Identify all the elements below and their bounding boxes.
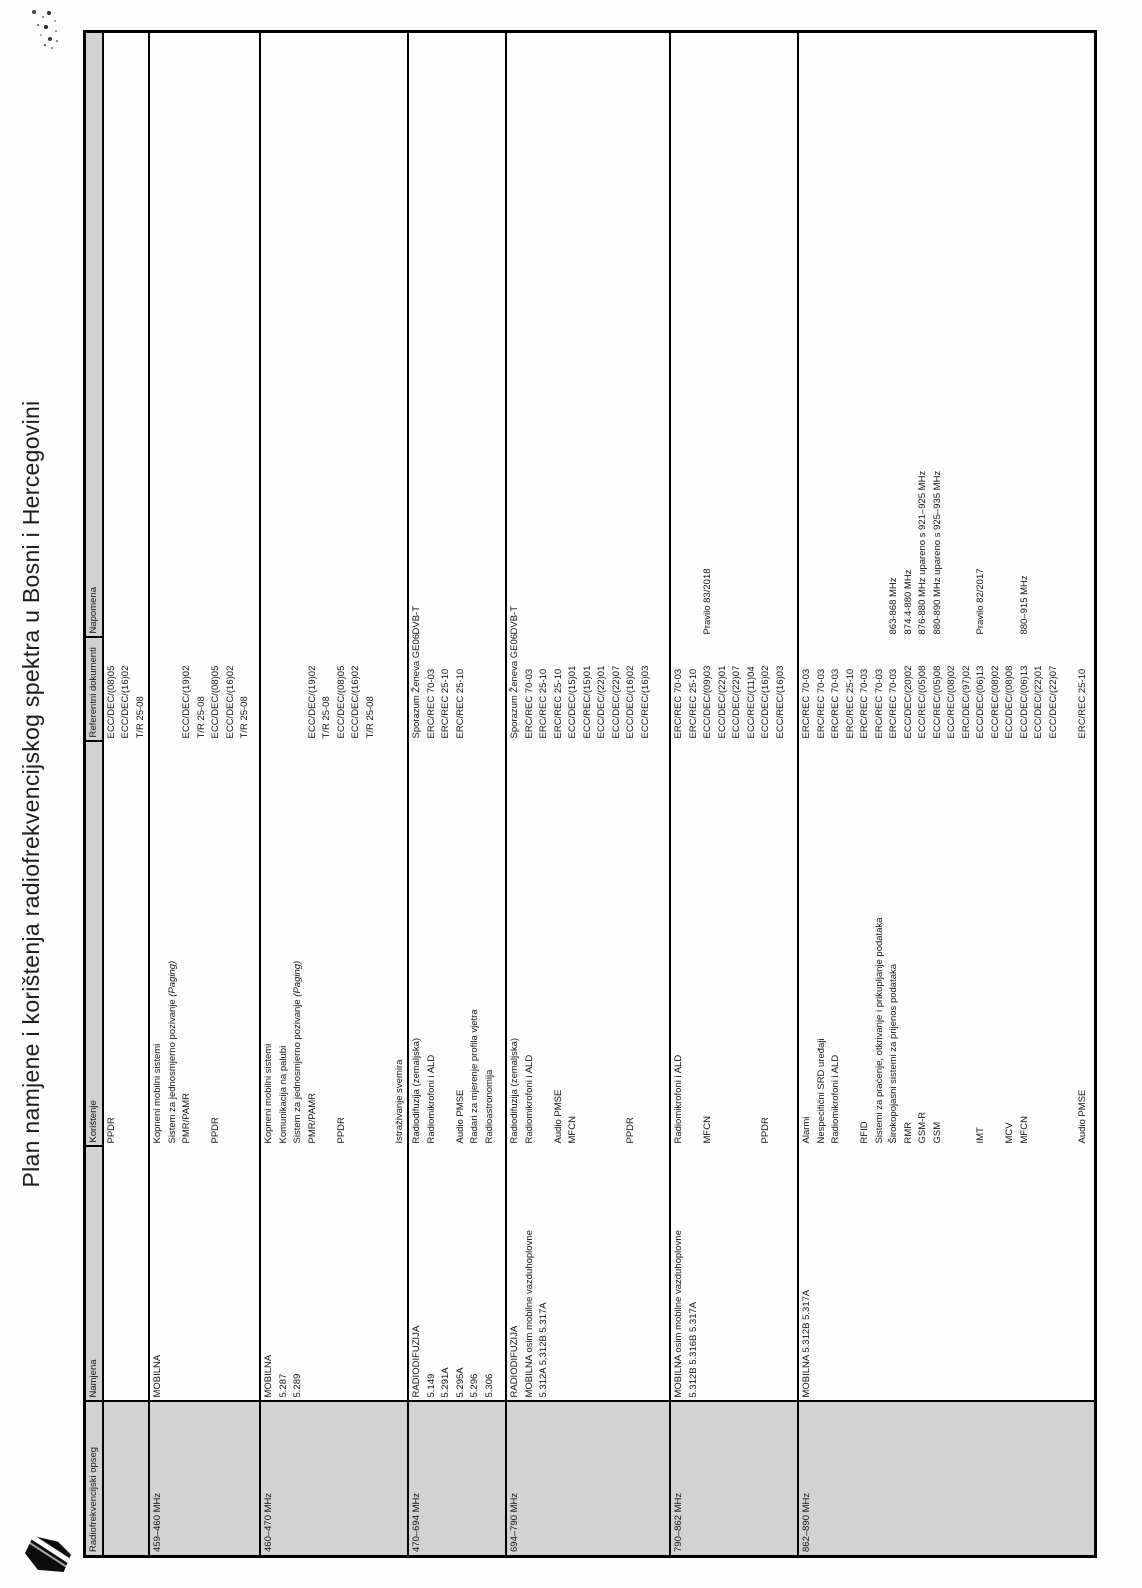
reference-line: ECC/DEC/(16)02	[350, 665, 361, 739]
allocation-line: 5.312B 5.316B 5.317A	[687, 1301, 699, 1398]
usage-line	[1047, 742, 1062, 1144]
allocation-line: MOBILNA	[152, 1354, 163, 1398]
usage-line: MFCN	[1018, 1116, 1030, 1144]
band-range-label	[105, 1403, 120, 1553]
reference-line: ERC/REC 70-03	[523, 668, 535, 739]
reference-line	[393, 638, 408, 739]
reference-line: ECC/DEC/(06)13	[975, 665, 986, 739]
band-row	[260, 32, 408, 1557]
usage-line	[595, 742, 610, 1144]
usage-cell	[506, 742, 670, 1147]
note-line	[224, 33, 239, 635]
note-line	[277, 33, 292, 635]
usage-line	[639, 742, 654, 1144]
note-cell	[149, 32, 260, 638]
allocation-line: MOBILNA	[263, 1354, 274, 1398]
usage-line	[134, 742, 149, 1144]
allocation-cell	[506, 1147, 670, 1402]
reference-line	[378, 638, 393, 739]
reference-line: ECC/REC/(05)08	[931, 665, 943, 739]
note-line	[873, 33, 888, 635]
reference-line: ERC/REC 70-03	[859, 668, 870, 739]
allocation-cell	[103, 1147, 150, 1402]
reference-documents-cell	[149, 638, 260, 742]
reference-line: ERC/REC 70-03	[801, 668, 812, 739]
band-range-label: 459–460 MHz	[152, 1492, 163, 1552]
note-line	[610, 33, 625, 635]
reference-line: ECC/DEC/(22)07	[1047, 665, 1059, 739]
allocation-cell	[408, 1147, 506, 1402]
reference-line: T/R 25-08	[195, 696, 207, 739]
note-line	[745, 33, 760, 635]
reference-line: ERC/DEC/(97)02	[960, 665, 972, 739]
allocation-line: 5.149	[425, 1373, 437, 1398]
reference-line	[483, 638, 498, 739]
reference-line: ERC/REC 25-10	[844, 668, 856, 739]
note-line	[393, 33, 408, 635]
note-line	[945, 33, 960, 635]
band-range-cell	[506, 1402, 670, 1557]
note-cell	[506, 32, 670, 638]
band-row	[506, 32, 670, 1557]
note-line	[1003, 33, 1018, 635]
usage-line: Audio PMSE	[454, 1089, 466, 1144]
usage-line: GSM-R	[917, 1111, 928, 1144]
usage-line	[730, 742, 745, 1144]
reference-line: ECC/DEC/(19)02	[181, 665, 192, 739]
band-range-label: 460–470 MHz	[263, 1492, 274, 1552]
usage-line: GSM	[931, 1121, 943, 1144]
usage-line: Kopneni mobilni sistemi	[152, 1043, 163, 1144]
note-line	[537, 33, 552, 635]
usage-cell	[798, 742, 1096, 1147]
document-title: Plan namjene i korištenja radiofrekvencijskog spektra u Bosni i Hercegovini	[18, 400, 44, 1188]
allocation-line: 5.296	[469, 1373, 480, 1398]
note-line	[134, 33, 149, 635]
note-line	[960, 33, 975, 635]
band-row	[408, 32, 506, 1557]
reference-line: ECC/DEC/(16)02	[760, 665, 771, 739]
spectrum-allocation-table	[83, 30, 1097, 1558]
note-line	[166, 33, 181, 635]
usage-line: Sistem za jednosmjerno pozivanje (Paging)	[292, 960, 303, 1144]
note-line	[581, 33, 596, 635]
reference-line	[277, 638, 292, 739]
note-line	[800, 33, 815, 635]
allocation-line: 5.289	[292, 1373, 303, 1398]
note-line	[844, 33, 859, 635]
note-line	[858, 33, 873, 635]
band-range-cell	[408, 1402, 506, 1557]
band-row	[670, 32, 798, 1557]
usage-line: Komunikacija na palubi	[277, 1045, 289, 1144]
usage-line: Istraživanje svemira	[393, 1059, 405, 1144]
note-line: 880–915 MHz	[1018, 575, 1030, 635]
reference-line: ERC/REC 25-10	[454, 668, 466, 739]
band-range-label: 862–890 MHz	[801, 1492, 812, 1552]
reference-line: ECC/REC/(08)02	[989, 665, 1001, 739]
reference-documents-cell	[260, 638, 408, 742]
usage-line	[687, 742, 702, 1144]
usage-line: Audio PMSE	[1076, 1089, 1088, 1144]
note-line	[439, 33, 454, 635]
note-line	[759, 33, 774, 635]
column-header: Referentni dokumenti	[85, 638, 103, 742]
usage-line: PPDR	[335, 1117, 347, 1144]
reference-line: ERC/REC 70-03	[425, 668, 437, 739]
usage-cell	[103, 742, 150, 1147]
reference-line: ECC/REC/(16)03	[639, 665, 651, 739]
reference-line: ECC/DEC/(22)01	[1033, 665, 1044, 739]
allocation-line: RADIODIFUZIJA	[411, 1325, 422, 1398]
note-line	[639, 33, 654, 635]
note-line	[105, 33, 120, 635]
note-cell	[260, 32, 408, 638]
reference-line: ECC/DEC/(06)13	[1018, 665, 1030, 739]
reference-line: T/R 25-08	[134, 696, 146, 739]
note-line	[624, 33, 639, 635]
usage-line	[960, 742, 975, 1144]
allocation-cell	[149, 1147, 260, 1402]
usage-line	[716, 742, 731, 1144]
usage-line	[945, 742, 960, 1144]
note-line	[364, 33, 379, 635]
usage-line: Radiomikrofoni i ALD	[673, 1054, 684, 1144]
usage-line	[581, 742, 596, 1144]
reference-line	[1061, 638, 1076, 739]
usage-line	[745, 742, 760, 1144]
note-line	[672, 33, 687, 635]
note-line	[320, 33, 335, 635]
reference-line: ERC/REC 25-10	[538, 668, 549, 739]
usage-line: MCV	[1004, 1122, 1015, 1144]
usage-line: Nespecifični SRD uređaji	[815, 1038, 827, 1144]
note-line	[730, 33, 745, 635]
band-range-cell	[260, 1402, 408, 1557]
reference-line: ERC/REC 70-03	[815, 668, 827, 739]
usage-line	[844, 742, 859, 1144]
allocation-line: 5.291A	[440, 1367, 451, 1398]
usage-line	[989, 742, 1004, 1144]
note-line	[1047, 33, 1062, 635]
note-line: Pravilo 83/2018	[702, 568, 713, 635]
column-header: Radiofrekvencijski opseg	[85, 1402, 103, 1557]
column-header: Namjena	[85, 1147, 103, 1402]
note-cell	[798, 32, 1096, 638]
usage-line	[537, 742, 552, 1144]
allocation-cell	[260, 1147, 408, 1402]
note-line	[151, 33, 166, 635]
band-row	[798, 32, 1096, 1557]
usage-line	[119, 742, 134, 1144]
band-range-label: 694–790 MHz	[509, 1492, 520, 1552]
note-line: 880-890 MHz upareno s 925–935 MHz	[931, 470, 943, 635]
band-range-label: 790–862 MHz	[673, 1492, 684, 1552]
usage-line: Radiomikrofoni i ALD	[425, 1054, 437, 1144]
reference-line	[291, 638, 306, 739]
reference-line: ECC/DEC/(19)02	[306, 665, 318, 739]
note-line	[687, 33, 702, 635]
allocation-cell	[670, 1147, 798, 1402]
reference-line: ERC/REC 70-03	[673, 668, 684, 739]
note-line	[552, 33, 567, 635]
reference-line: ECC/DEC/(22)07	[610, 665, 622, 739]
reference-documents-cell	[103, 638, 150, 742]
note-cell	[408, 32, 506, 638]
note-line	[774, 33, 789, 635]
allocation-line: 5.295A	[454, 1367, 466, 1398]
note-line: 876-880 MHz upareno s 921–925 MHz	[917, 470, 928, 635]
usage-line: Audio PMSE	[552, 1089, 564, 1144]
band-row	[149, 32, 260, 1557]
note-line	[180, 33, 195, 635]
usage-line: RMR	[902, 1121, 914, 1144]
note-line	[425, 33, 440, 635]
band-range-label: 470–694 MHz	[411, 1492, 422, 1552]
allocation-cell	[798, 1147, 1096, 1402]
usage-line	[364, 742, 379, 1144]
reference-line: ERC/REC 70-03	[830, 668, 841, 739]
reference-line: ERC/REC 25-10	[687, 668, 699, 739]
scan-speckle-artifact	[30, 8, 70, 52]
reference-line: ECC/DEC/(08)08	[1004, 665, 1015, 739]
band-range-cell	[670, 1402, 798, 1557]
note-line	[1076, 33, 1091, 635]
usage-line: RFID	[859, 1121, 870, 1144]
reference-line: ECC/DEC/(09)03	[702, 665, 713, 739]
note-cell	[103, 32, 150, 638]
usage-line	[610, 742, 625, 1144]
allocation-line: 5.312A 5.312B 5.317A	[538, 1302, 549, 1398]
reference-line: ECC/DEC/(16)02	[120, 665, 131, 739]
reference-line: ECC/DEC/(22)01	[716, 665, 728, 739]
reference-line	[468, 638, 483, 739]
usage-line	[195, 742, 210, 1144]
note-line: Pravilo 82/2017	[975, 568, 986, 635]
allocation-line: RADIODIFUZIJA	[509, 1325, 520, 1398]
note-line	[989, 33, 1004, 635]
band-range-cell	[103, 1402, 150, 1557]
note-line	[195, 33, 210, 635]
usage-line: PPDR	[210, 1117, 221, 1144]
reference-line: ECC/DEC/(16)02	[625, 665, 636, 739]
allocation-line: MOBILNA osim mobilne vazduhoplovne	[673, 1230, 684, 1398]
reference-line: Sporazum Ženeva GE06	[509, 633, 520, 739]
note-line	[483, 33, 498, 635]
reference-line: ERC/REC 25-10	[440, 668, 451, 739]
note-line	[468, 33, 483, 635]
speckle-dots-icon	[32, 10, 36, 14]
note-line	[1061, 33, 1076, 635]
usage-line: Sistemi za praćenje, otkrivanje i prikupljanje podataka	[873, 917, 885, 1144]
note-line	[454, 33, 469, 635]
note-line	[238, 33, 253, 635]
reference-line: Sporazum Ženeva GE06	[411, 633, 422, 739]
reference-line	[166, 638, 181, 739]
usage-line: MFCN	[567, 1116, 578, 1144]
note-line	[291, 33, 306, 635]
allocation-line: 5.306	[483, 1373, 495, 1398]
usage-cell	[260, 742, 408, 1147]
reference-documents-cell	[506, 633, 670, 742]
band-range-cell	[798, 1402, 1096, 1557]
allocation-line: 5.287	[277, 1373, 289, 1398]
note-line	[335, 33, 350, 635]
column-header: Napomena	[85, 32, 103, 638]
note-line	[262, 33, 277, 635]
usage-line: PPDR	[105, 1117, 117, 1144]
usage-line: Radari za mjerenje profila vjetra	[469, 1009, 480, 1144]
usage-line: Kopneni mobilni sistemi	[263, 1043, 274, 1144]
reference-documents-cell	[670, 638, 798, 742]
note-line: DVB-T	[509, 606, 520, 635]
reference-line: ECC/DEC/(08)05	[210, 665, 221, 739]
column-header: Korištenje	[85, 742, 103, 1147]
usage-line: PPDR	[625, 1117, 636, 1144]
reference-line	[151, 638, 166, 739]
reference-documents-cell	[408, 633, 506, 742]
reference-line: ECC/REC/(15)01	[581, 665, 593, 739]
note-line	[209, 33, 224, 635]
usage-line: IMT	[975, 1127, 986, 1144]
reference-line: ERC/REC 70-03	[888, 668, 899, 739]
reference-line	[262, 638, 277, 739]
usage-line: Radioastronomija	[483, 1069, 495, 1144]
note-line	[1032, 33, 1047, 635]
note-line	[716, 33, 731, 635]
reference-line: ECC/REC/(08)02	[946, 665, 957, 739]
note-line	[566, 33, 581, 635]
usage-line: MFCN	[702, 1116, 713, 1144]
usage-line: Širokopojasni sistemi za prijenos podataka	[888, 963, 899, 1144]
note-line: DVB-T	[411, 606, 422, 635]
reference-line: ECC/DEC/(22)01	[596, 665, 607, 739]
usage-line: Radiomikrofoni i ALD	[523, 1054, 535, 1144]
reference-line: ERC/REC 25-10	[552, 668, 564, 739]
usage-cell	[408, 742, 506, 1147]
reference-documents-cell	[798, 638, 1096, 742]
usage-line	[378, 742, 393, 1144]
reference-line: ERC/REC 25-10	[1076, 668, 1088, 739]
usage-line: Sistem za jednosmjerno pozivanje (Paging)	[166, 960, 178, 1144]
usage-line: Radiodifuzija (zemaljska)	[411, 1037, 422, 1144]
reference-line: ECC/DEC/(20)02	[902, 665, 914, 739]
reference-line: ECC/DEC/(08)05	[105, 665, 117, 739]
note-line: 874.4-880 MHz	[902, 569, 914, 635]
reference-line: T/R 25-08	[364, 696, 376, 739]
usage-line: PPDR	[760, 1117, 771, 1144]
usage-line: PMR/PAMR	[181, 1093, 192, 1144]
note-line	[306, 33, 321, 635]
reference-line: T/R 25-08	[321, 696, 332, 739]
usage-line: Radiomikrofoni i ALD	[830, 1054, 841, 1144]
usage-cell	[149, 742, 260, 1147]
reference-line: ECC/DEC/(15)01	[567, 665, 578, 739]
band-range-cell	[149, 1402, 260, 1557]
reference-line: ECC/REC/(05)08	[917, 665, 928, 739]
reference-line: T/R 25-08	[239, 696, 250, 739]
note-line	[815, 33, 830, 635]
note-line	[349, 33, 364, 635]
note-line	[378, 33, 393, 635]
allocation-line: MOBILNA 5.312B 5.317A	[801, 1289, 812, 1398]
usage-line	[349, 742, 364, 1144]
reference-line: ECC/DEC/(16)02	[224, 665, 236, 739]
usage-line	[439, 742, 454, 1144]
usage-line: Alarmi	[801, 1116, 812, 1144]
allocation-line: MOBILNA osim mobilne vazduhoplovne	[523, 1230, 535, 1398]
usage-line	[1032, 742, 1047, 1144]
header-row	[85, 32, 103, 1557]
usage-line: PMR/PAMR	[306, 1093, 318, 1144]
note-line	[523, 33, 538, 635]
usage-line	[1061, 742, 1076, 1144]
usage-line: Radiodifuzija (zemaljska)	[509, 1037, 520, 1144]
band-row	[103, 32, 150, 1557]
reference-line: ECC/REC/(16)03	[774, 665, 786, 739]
reference-line: ERC/REC 70-03	[873, 668, 885, 739]
note-line	[595, 33, 610, 635]
usage-line	[224, 742, 239, 1144]
reference-line: ECC/DEC/(22)07	[731, 665, 742, 739]
usage-line	[238, 742, 253, 1144]
reference-line: ECC/DEC/(08)05	[335, 665, 347, 739]
reference-line: ECC/REC/(11)04	[745, 666, 757, 739]
note-line	[119, 33, 134, 635]
usage-line	[320, 742, 335, 1144]
note-line	[829, 33, 844, 635]
note-line: 863-868 MHz	[888, 577, 899, 635]
usage-line	[774, 742, 789, 1144]
usage-cell	[670, 742, 798, 1147]
note-cell	[670, 32, 798, 638]
